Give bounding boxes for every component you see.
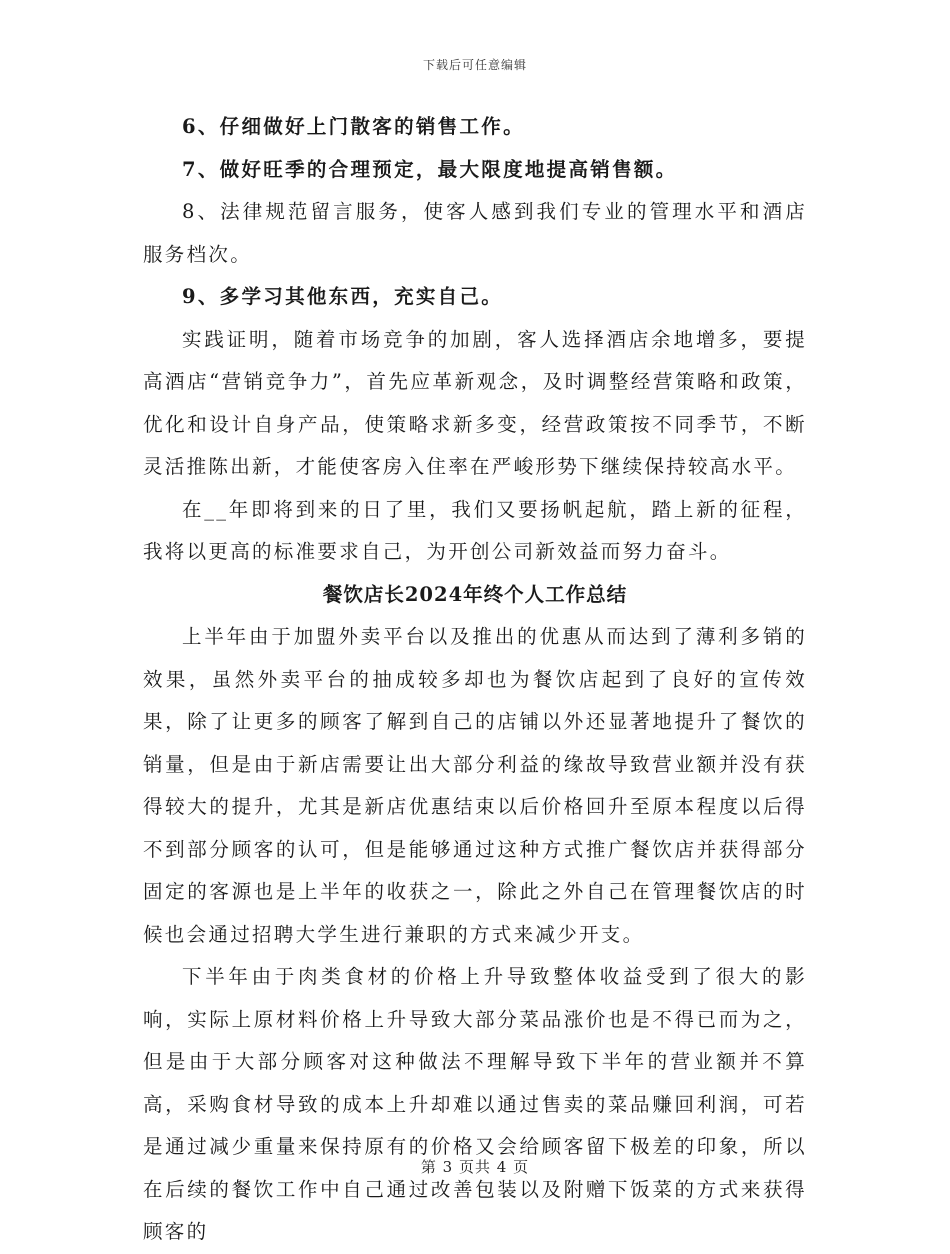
list-item-7: 7、做好旺季的合理预定，最大限度地提高销售额。 [182,157,678,181]
list-item-6: 6、仔细做好上门散客的销售工作。 [182,115,525,138]
document-body [143,106,807,1254]
paragraph-second-half: 下半年由于肉类食材的价格上升导致整体收益受到了很大的影响，实际上原材料价格上升导致大部分菜品涨价也是不得已而为之，但是由于大部分顾客对这种做法不理解导致下半年的营业额并不算高，采购食材导致的成本上升却难以通过售卖的菜品赚回利润，可若是通过减少重量来保持原有的价格又会给顾客留下极差的印象，所以在后续的餐饮工作中自己通过改善包装以及附赠下饭菜的方式来获得顾客的 [143,965,807,1243]
paragraph-practice: 实践证明，随着市场竞争的加剧，客人选择酒店余地增多，要提高酒店“营销竞争力”，首先应革新观念，及时调整经营策略和政策，优化和设计自身产品，使策略求新多变，经营政策按不同季节，不断灵活推陈出新，才能使客房入住率在严峻形势下继续保持较高水平。 [143,327,807,478]
page-number: 第 3 页共 4 页 [420,1158,530,1176]
list-item-9: 9、多学习其他东西，充实自己。 [182,285,504,308]
header-note: 下载后可任意编辑 [422,58,527,72]
paragraph-first-half: 上半年由于加盟外卖平台以及推出的优惠从而达到了薄利多销的效果，虽然外卖平台的抽成较多却也为餐饮店起到了良好的宣传效果，除了让更多的顾客了解到自己的店铺以外还显著地提升了餐饮的销量，但是由于新店需要让出大部分利益的缘故导致营业额并没有获得较大的提升，尤其是新店优惠结束以后价格回升至原本程度以后得不到部分顾客的认可，但是能够通过这种方式推广餐饮店并获得部分固定的客源也是上半年的收获之一，除此之外自己在管理餐饮店的时候也会通过招聘大学生进行兼职的方式来减少开支。 [143,625,807,946]
section-title: 餐饮店长2024年终个人工作总结 [322,582,628,606]
list-item-8: 8、法律规范留言服务，使客人感到我们专业的管理水平和酒店服务档次。 [143,200,807,266]
paragraph-closing: 在__年即将到来的日了里，我们又要扬帆起航，踏上新的征程，我将以更高的标准要求自己，为开创公司新效益而努力奋斗。 [143,497,807,563]
